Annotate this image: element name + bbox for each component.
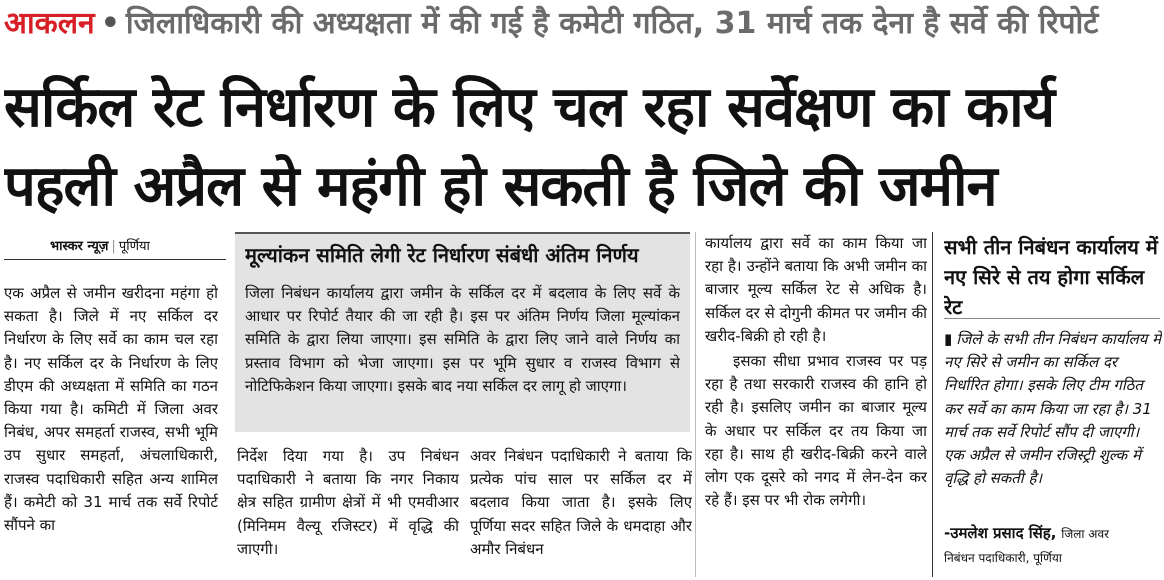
quote-author-name: -उमलेश प्रसाद सिंह,: [944, 524, 1057, 542]
dateline-place: पूर्णिया: [118, 239, 150, 254]
article-column-2: निर्देश दिया गया है। उप निबंधन पदाधिकारी ने बताया कि नगर निकाय क्षेत्र सहित ग्रामीण क्षेत्रों में भी एमवीआर (मिनिमम वैल्यू रजिस्टर) में वृद्धि की जाएगी।: [237, 447, 459, 558]
dateline-separator: |: [111, 239, 116, 254]
column-rule: [4, 259, 226, 260]
quote-author: [944, 520, 1164, 546]
article-column-3: अवर निबंधन पदाधिकारी ने बताया कि प्रत्येक पांच साल पर सर्किल दर में बदलाव किया जाता है। इसके लिए पूर्णिया सदर सहित जिले के धमदाहा और अमौर निबंधन: [470, 447, 692, 558]
kicker-label: आकलन: [4, 6, 95, 41]
sidebar-quote: [944, 328, 1162, 518]
highlight-box-body: जिला निबंधन कार्यालय द्वारा जमीन के सर्किल दर में बदलाव के लिए सर्वे के आधार पर रिपोर्ट तैयार की जा रही है। इस पर अंतिम निर्णय जिला मूल्यांकन समिति के द्वारा लिया जाएगा। इस समिति के द्वारा लिए जाने वाले निर्णय का प्रस्ताव विभाग को भेजा जाएगा। इस पर भूमि सुधार व राजस्व विभाग से नोटिफिकेशन किया जाएगा। इसके बाद नया सर्किल दर लागू हो जाएगा।: [245, 284, 680, 395]
sidebar-rule: [944, 318, 1160, 319]
kicker-text: जिलाधिकारी की अध्यक्षता में की गई है कमेटी गठित, 31 मार्च तक देना है सर्वे की रिपोर्ट: [125, 6, 1099, 41]
article-column-4: [705, 232, 927, 577]
quote-author-role-2: निबंधन पदाधिकारी, पूर्णिया: [944, 551, 1062, 565]
kicker-bullet: •: [100, 6, 120, 41]
dateline-source: भास्कर न्यूज़: [50, 239, 109, 254]
sidebar-quote-text: जिले के सभी तीन निबंधन कार्यालय में नए सिरे से जमीन का सर्किल दर निर्धारित होगा। इसके लिए टीम गठित कर सर्वे का काम किया जा रहा है। 31 मार्च तक सर्वे रिपोर्ट सौंप दी जाएगी। एक अप्रैल से जमीन रजिस्ट्री शुल्क में वृद्धि हो सकती है।: [944, 330, 1162, 488]
column-divider: [695, 232, 696, 577]
headline-line-2: पहली अप्रैल से महंगी हो सकती है जिले की जमीन: [4, 154, 997, 219]
dateline: [50, 236, 230, 258]
headline-line-1: सर्किल रेट निर्धारण के लिए चल रहा सर्वेक्षण का कार्य: [4, 75, 1055, 140]
sidebar-divider: [932, 232, 933, 577]
column-4-paragraph-1: कार्यालय द्वारा सर्वे का काम किया जा रहा है। उन्होंने बताया कि अभी जमीन का बाजार मूल्य सर्किल रेट से अधिक है। सर्किल दर से दोगुनी कीमत पर जमीन की खरीद-बिक्री हो रही है।: [705, 234, 927, 345]
sidebar-title: सभी तीन निबंधन कार्यालय में नए सिरे से तय होगा सर्किल रेट: [944, 235, 1158, 319]
quote-mark-icon: ▮: [944, 330, 953, 348]
quote-author-role-1: जिला अवर: [1061, 527, 1110, 541]
column-4-paragraph-2: इसका सीधा प्रभाव राजस्व पर पड़ रहा है तथा सरकारी राजस्व की हानि हो रही है। इसलिए जमीन का बाजार मूल्य के अधार पर सर्किल दर तय किया जा रहा है। साथ ही खरीद-बिक्री करने वाले लोग एक दूसरे को नगद में लेन-देन कर रहे हैं। इस पर भी रोक लगेगी।: [705, 352, 927, 510]
kicker-line: [4, 4, 1160, 44]
highlight-box-title: मूल्यांकन समिति लेगी रेट निर्धारण संबंधी अंतिम निर्णय: [245, 243, 639, 267]
article-column-1: एक अप्रैल से जमीन खरीदना महंगा हो सकता है। जिले में नए सर्किल दर निर्धारण के लिए सर्वे का काम चल रहा है। नए सर्किल दर के निर्धारण के लिए डीएम की अध्यक्षता में समिति का गठन किया गया है। कमिटी में जिला अवर निबंध, अपर समहर्ता राजस्व, सभी भूमि उप सुधार समहर्ता, अंचलाधिकारी, राजस्व पदाधिकारी सहित अन्य शामिल हैं। कमेटी को 31 मार्च तक सर्वे रिपोर्ट सौंपने का: [4, 284, 218, 535]
